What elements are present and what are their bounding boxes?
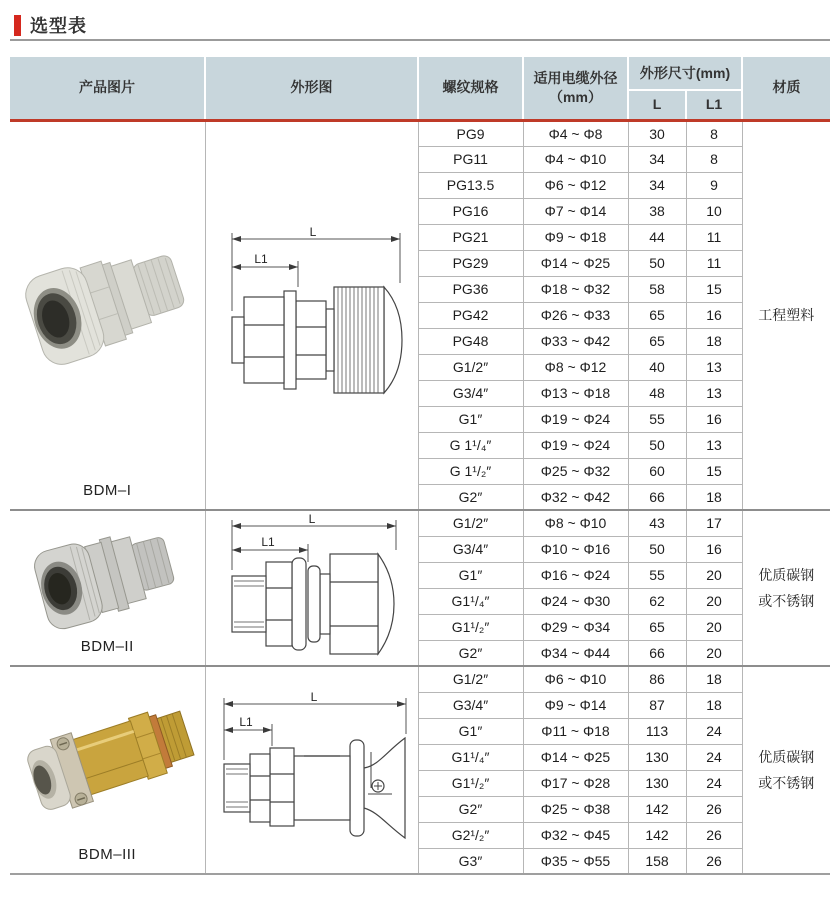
material-text: 优质碳钢 [758,748,815,765]
dim-l-cell: 40 [628,354,686,380]
dim-l1-cell: 11 [686,250,742,276]
material-cell [742,120,830,510]
cable-od-cell: Φ33 ~ Φ42 [523,328,628,354]
title-underline [10,39,830,41]
product-photo-bdm3 [22,686,192,828]
product-photo-bdm1 [20,204,195,399]
material-cell [742,666,830,874]
dim-l1-cell: 8 [686,120,742,146]
dim-l-cell: 113 [628,718,686,744]
thread-spec-cell: G1/2″ [418,510,523,536]
cable-od-cell: Φ11 ~ Φ18 [523,718,628,744]
dim-label-l1: L1 [253,252,268,267]
cable-od-cell: Φ34 ~ Φ44 [523,640,628,666]
product-cell [12,667,203,873]
cable-od-cell: Φ7 ~ Φ14 [523,198,628,224]
dim-l-cell: 86 [628,666,686,692]
dim-l1-cell: 17 [686,510,742,536]
dim-l1-cell: 26 [686,796,742,822]
dim-l-cell: 87 [628,692,686,718]
dim-l-cell: 66 [628,640,686,666]
col-header-product-image: 产品图片 [10,57,205,120]
cable-od-cell: Φ8 ~ Φ12 [523,354,628,380]
thread-spec-cell: G1″ [418,718,523,744]
product-model-label: BDM–II [80,638,134,655]
dim-l-cell: 62 [628,588,686,614]
product-cell [12,511,203,665]
dim-l1-cell: 8 [686,146,742,172]
selection-table [10,57,830,875]
dim-label-l: L [308,512,315,526]
dim-l-cell: 58 [628,276,686,302]
dim-l-cell: 55 [628,406,686,432]
cable-od-cell: Φ4 ~ Φ10 [523,146,628,172]
cable-od-cell: Φ25 ~ Φ38 [523,796,628,822]
dim-l-cell: 65 [628,302,686,328]
dim-l1-cell: 16 [686,536,742,562]
dim-l1-cell: 13 [686,354,742,380]
thread-spec-cell: G1¹/₄″ [418,588,523,614]
cable-od-cell: Φ9 ~ Φ18 [523,224,628,250]
thread-spec-cell: G2″ [418,484,523,510]
dim-l1-cell: 11 [686,224,742,250]
dim-l-cell: 43 [628,510,686,536]
dim-l-cell: 34 [628,146,686,172]
thread-spec-cell: G1″ [418,406,523,432]
cable-od-cell: Φ8 ~ Φ10 [523,510,628,536]
thread-spec-cell: G3/4″ [418,536,523,562]
thread-spec-cell: G1/2″ [418,354,523,380]
table-row [10,666,830,692]
col-header-cable-od [523,57,628,120]
outline-drawing-wrap [208,511,416,665]
dim-l1-cell: 13 [686,432,742,458]
thread-spec-cell: G3″ [418,848,523,874]
thread-spec-cell: G1¹/₂″ [418,770,523,796]
thread-spec-cell: PG13.5 [418,172,523,198]
dim-l-cell: 44 [628,224,686,250]
thread-spec-cell: G2″ [418,796,523,822]
thread-spec-cell: G1¹/₄″ [418,744,523,770]
dim-l1-cell: 13 [686,380,742,406]
dim-l-cell: 130 [628,744,686,770]
dim-label-l1: L1 [260,535,275,549]
dim-l-cell: 65 [628,328,686,354]
product-cell [12,122,203,510]
dim-l-cell: 142 [628,796,686,822]
thread-spec-cell: PG36 [418,276,523,302]
cable-od-cell: Φ29 ~ Φ34 [523,614,628,640]
cable-od-line2: （mm） [549,88,602,105]
dim-l-cell: 158 [628,848,686,874]
cable-od-cell: Φ17 ~ Φ28 [523,770,628,796]
dim-l1-cell: 26 [686,822,742,848]
col-header-material: 材质 [742,57,830,120]
thread-spec-cell: G3/4″ [418,380,523,406]
product-image-cell [10,510,205,666]
dim-l1-cell: 18 [686,692,742,718]
outline-drawing-wrap [208,122,416,510]
title-accent-bar [14,15,21,36]
dim-l-cell: 130 [628,770,686,796]
dim-label-l1: L1 [238,715,253,729]
dim-l1-cell: 20 [686,640,742,666]
dim-l-cell: 50 [628,536,686,562]
cable-od-cell: Φ6 ~ Φ12 [523,172,628,198]
thread-spec-cell: PG42 [418,302,523,328]
outline-drawing-cell [205,510,418,666]
page-title: 选型表 [30,16,87,36]
product-photo-wrap [27,511,187,638]
cable-od-cell: Φ35 ~ Φ55 [523,848,628,874]
product-model-label: BDM–III [78,846,137,863]
table-row [10,120,830,146]
dim-l1-cell: 20 [686,614,742,640]
cable-od-cell: Φ6 ~ Φ10 [523,666,628,692]
dim-l-cell: 66 [628,484,686,510]
thread-spec-cell: PG16 [418,198,523,224]
thread-spec-cell: G2″ [418,640,523,666]
product-photo-wrap [22,667,192,846]
thread-spec-cell: PG9 [418,120,523,146]
col-header-dim-l1: L1 [686,90,742,120]
cable-od-cell: Φ24 ~ Φ30 [523,588,628,614]
outline-drawing-bdm3 [208,690,416,850]
product-photo-bdm2 [27,514,187,636]
outline-drawing-bdm2 [212,514,412,662]
product-model-label: BDM–I [83,482,132,499]
thread-spec-cell: G1¹/₂″ [418,614,523,640]
material-text: 或不锈钢 [758,774,815,791]
cable-od-cell: Φ32 ~ Φ42 [523,484,628,510]
dim-l1-cell: 24 [686,744,742,770]
col-header-thread-spec: 螺纹规格 [418,57,523,120]
thread-spec-cell: PG29 [418,250,523,276]
dim-l1-cell: 10 [686,198,742,224]
dim-l1-cell: 9 [686,172,742,198]
thread-spec-cell: G1/2″ [418,666,523,692]
dim-l-cell: 55 [628,562,686,588]
cable-od-line1: 适用电缆外径 [533,69,618,86]
table-header [10,57,830,120]
thread-spec-cell: PG21 [418,224,523,250]
dim-l1-cell: 18 [686,484,742,510]
material-text: 优质碳钢 [758,566,815,583]
material-text: 或不锈钢 [758,592,815,609]
outline-drawing-wrap [208,667,416,873]
dim-l-cell: 65 [628,614,686,640]
dim-l1-cell: 18 [686,666,742,692]
dim-l1-cell: 16 [686,302,742,328]
thread-spec-cell: G1″ [418,562,523,588]
cable-od-cell: Φ14 ~ Φ25 [523,744,628,770]
cable-od-cell: Φ19 ~ Φ24 [523,406,628,432]
col-header-dimensions: 外形尺寸(mm) [628,57,742,90]
dim-l-cell: 50 [628,432,686,458]
dim-l1-cell: 16 [686,406,742,432]
dim-l-cell: 60 [628,458,686,484]
product-photo-wrap [20,122,195,483]
col-header-dim-l: L [628,90,686,120]
cable-od-cell: Φ18 ~ Φ32 [523,276,628,302]
table-row [10,510,830,536]
table-body [10,120,830,874]
cable-od-cell: Φ10 ~ Φ16 [523,536,628,562]
dim-l-cell: 30 [628,120,686,146]
cable-od-cell: Φ26 ~ Φ33 [523,302,628,328]
dim-label-l: L [309,225,316,240]
material-cell [742,510,830,666]
cable-od-cell: Φ4 ~ Φ8 [523,120,628,146]
thread-spec-cell: G 1¹/₂″ [418,458,523,484]
page-title-row [14,12,87,38]
outline-drawing-cell [205,120,418,510]
dim-l-cell: 50 [628,250,686,276]
thread-spec-cell: PG48 [418,328,523,354]
dim-l1-cell: 20 [686,562,742,588]
dim-l1-cell: 24 [686,770,742,796]
cable-od-cell: Φ14 ~ Φ25 [523,250,628,276]
cable-od-cell: Φ16 ~ Φ24 [523,562,628,588]
thread-spec-cell: G3/4″ [418,692,523,718]
dim-l1-cell: 26 [686,848,742,874]
outline-drawing-bdm1 [212,225,412,405]
dim-l1-cell: 24 [686,718,742,744]
dim-l-cell: 48 [628,380,686,406]
dim-l1-cell: 18 [686,328,742,354]
product-image-cell [10,120,205,510]
dim-l1-cell: 15 [686,276,742,302]
dim-label-l: L [310,690,317,704]
cable-od-cell: Φ9 ~ Φ14 [523,692,628,718]
cable-od-cell: Φ19 ~ Φ24 [523,432,628,458]
thread-spec-cell: G2¹/₂″ [418,822,523,848]
dim-l1-cell: 15 [686,458,742,484]
thread-spec-cell: PG11 [418,146,523,172]
dim-l1-cell: 20 [686,588,742,614]
dim-l-cell: 34 [628,172,686,198]
product-image-cell [10,666,205,874]
outline-drawing-cell [205,666,418,874]
cable-od-cell: Φ13 ~ Φ18 [523,380,628,406]
dim-l-cell: 142 [628,822,686,848]
cable-od-cell: Φ25 ~ Φ32 [523,458,628,484]
dim-l-cell: 38 [628,198,686,224]
cable-od-cell: Φ32 ~ Φ45 [523,822,628,848]
material-text: 工程塑料 [758,306,815,323]
thread-spec-cell: G 1¹/₄″ [418,432,523,458]
col-header-outline: 外形图 [205,57,418,120]
